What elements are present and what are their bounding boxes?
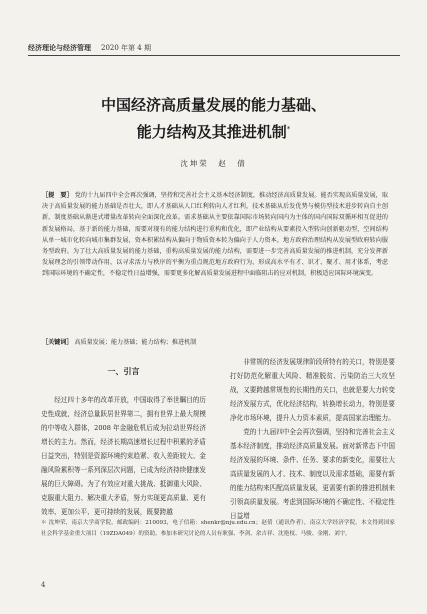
keywords-text: 高质量发展；能力基础；能力结构；推进机制: [74, 339, 197, 346]
journal-header: [28, 44, 400, 53]
header-rule: [28, 55, 400, 56]
keywords: [42, 338, 388, 348]
article-title-line2: 能力结构及其推进机制*: [136, 123, 291, 141]
body-column-right: [230, 355, 395, 523]
journal-name: 经济理论与经济管理: [28, 44, 91, 52]
journal-issue: 2020 年第 4 期: [101, 44, 151, 52]
article-title-line1: 中国经济高质量发展的能力基础、: [100, 96, 326, 114]
body-paragraph: 非常规的经济发展规律阶段所特有的关口，特别是要打好防范化解重大风险、精准脱贫、污染防治三大攻坚战，又要跨越常规性的长期性的关口，也就是要大力转变经济发展方式，优化经济结构，转换增长动力，特别是要净化市场环境，提升人力资本素质，提高国家治理能力。: [230, 358, 395, 422]
section-heading: 一、引言: [107, 367, 140, 376]
footnote: ＊ 沈坤荣，南京大学商学院，邮政编码：210093，电子信箱：shenkr@nju.edu.cn；赵倩（通讯作者），南京大学经济学院。本文得到国家社会科学基金重大项目（19ZDA049）的资助。参加本研究讨论的人员有耿强、李剑、余吉祥、沈艳枝、马骏、金刚、刘宇。: [41, 520, 395, 537]
page-number: 4: [41, 581, 46, 589]
title-footnote-marker: *: [286, 125, 291, 133]
abstract-text: 党的十九届四中全会再次强调，坚持和完善社会主义基本经济制度，推动经济高质量发展。能否实现高质量发展，取决于高质量发展的能力基础是否壮大，即人才基础从人口红利转向人才红利，技术基础从后发优势与模仿型技术进步转向自主创新，制度基础从渐进式增量改革转向全面深化改革。需求基础从主要依靠国际市场转向国内为主体的国内国际双循环相互促进的新发展格局，基于新的能力基础，需要对现有的能力结构进行重构和优化，即产业结构从要素投入型转向创新驱动型，空间结构从单一城市化转向城市集群发展，资本积累结构从偏向于物质资本转为偏向于人力资本，地方政府治理结构从发展型政府转向服务型政府。为了壮大高质量发展的能力基础，重构高质量发展的能力结构，需要进一步完善高质量发展的推进机制，充分发挥新发展理念的引领带动作用，以寻求活力与秩序的平衡为重点规范地方政府行为，形成高水平有才、识才、聚才、用才体系，考虑到国际环境的不确定性，不稳定性日益增强，需要更多化解高质量发展进程中面临阻击的应对机制，积极适应国际环境演变。: [42, 192, 389, 278]
body-column-left: [41, 355, 206, 519]
abstract: [42, 190, 388, 280]
authors: 沈坤荣 赵 倩: [180, 159, 247, 168]
body-paragraph: 党的十九届四中全会再次强调，坚持和完善社会主义基本经济制度，推动经济高质量发展。面对新常态下中国经济发展的环境、条件、任务、要求的新变化，需要壮大高质量发展的人才、技术、制度以及需求基础，需要有新的能力结构来匹配高质量发展，更需要有新的推进机制来引领高质量发展。考虑到国际环境的不确定性、不稳定性日益增: [230, 428, 395, 520]
keywords-label: ［关键词］: [42, 339, 73, 346]
abstract-label: ［提 要］: [42, 192, 73, 199]
body-paragraph: 经过四十多年的改革开放，中国取得了举世瞩目的历史性成就，经济总量跃居世界第二，拥有世界上最大规模的中等收入群体，2008 年金融危机后成为拉动世界经济增长的主力。然而，经济长期高速增长过程中积累的矛盾日益突出，特别是资源环境约束趋紧、收入差距较大、金融风险累积等一系列深层次问题，已成为经济持续健康发展的巨大障碍。为了有效应对重大挑战、抵御重大风险、克服重大阻力、解决重大矛盾，努力实现更高质量、更有效率、更加公平、更可持续的发展，既要跨越: [41, 396, 206, 516]
